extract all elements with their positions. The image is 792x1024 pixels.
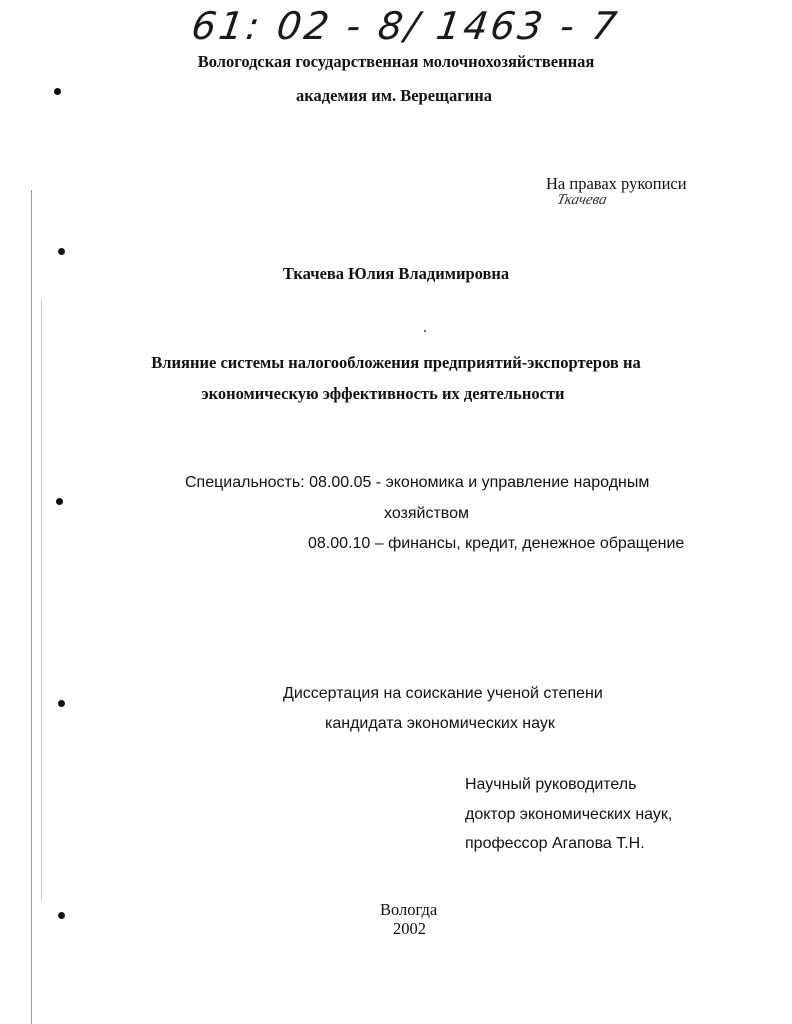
dissertation-title: Влияние системы налогообложения предприятий-экспортеров на bbox=[151, 353, 641, 372]
degree-statement-continued: кандидата экономических наук bbox=[325, 715, 555, 732]
degree-statement: Диссертация на соискание ученой степени bbox=[283, 685, 603, 702]
supervisor-degree: доктор экономических наук, bbox=[465, 806, 673, 823]
supervisor-label: Научный руководитель bbox=[465, 776, 637, 793]
specialty-line-continued: хозяйством bbox=[384, 505, 470, 522]
scan-speck bbox=[424, 330, 426, 332]
year: 2002 bbox=[393, 919, 426, 938]
binding-hole-mark bbox=[58, 248, 65, 255]
city: Вологда bbox=[380, 900, 438, 919]
supervisor-name: профессор Агапова Т.Н. bbox=[465, 835, 645, 852]
dissertation-title-continued: экономическую эффективность их деятельности bbox=[201, 384, 565, 403]
manuscript-rights-note: На правах рукописи bbox=[546, 174, 687, 193]
handwritten-signature: Ткачева bbox=[555, 192, 609, 208]
institution-name-continued: академия им. Верещагина bbox=[296, 86, 492, 105]
institution-name: Вологодская государственная молочнохозяйственная bbox=[197, 52, 595, 71]
binding-hole-mark bbox=[58, 912, 65, 919]
scan-edge-line bbox=[31, 190, 32, 1024]
author-name: Ткачева Юлия Владимировна bbox=[282, 264, 510, 283]
specialty-second-code: 08.00.10 – финансы, кредит, денежное обращение bbox=[308, 535, 685, 552]
binding-hole-mark bbox=[58, 700, 65, 707]
handwritten-archive-code: 61: 02 - 8/ 1463 - 7 bbox=[188, 4, 623, 48]
specialty-line: Специальность: 08.00.05 - экономика и управление народным bbox=[185, 474, 650, 491]
binding-hole-mark bbox=[56, 498, 63, 505]
